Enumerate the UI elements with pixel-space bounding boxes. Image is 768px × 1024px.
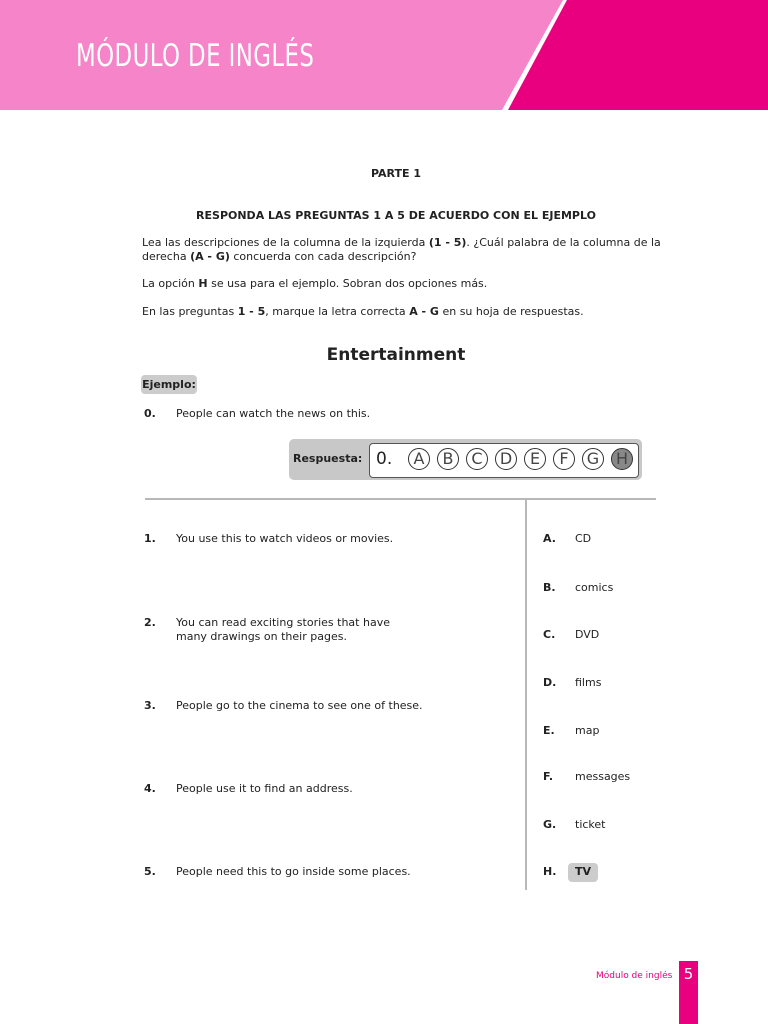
question-text: People go to the cinema to see one of these. xyxy=(176,699,423,712)
option-letter: D. xyxy=(543,676,557,689)
instructions-heading: RESPONDA LAS PREGUNTAS 1 A 5 DE ACUERDO CON EL EJEMPLO xyxy=(196,209,596,222)
answer-label: Respuesta: xyxy=(293,452,363,465)
option-letter: H. xyxy=(543,865,557,878)
part-title: PARTE 1 xyxy=(370,167,422,180)
option-letter: E. xyxy=(543,724,555,737)
horizontal-divider xyxy=(145,498,656,500)
option-word: TV xyxy=(575,865,592,878)
vertical-divider xyxy=(525,500,527,890)
question-text: People need this to go inside some places. xyxy=(176,865,411,878)
answer-bubble-g[interactable]: G xyxy=(582,448,604,470)
example-badge: Ejemplo: xyxy=(141,375,197,394)
option-letter: C. xyxy=(543,628,556,641)
option-word: ticket xyxy=(575,818,606,831)
footer-label: Módulo de inglés xyxy=(596,971,673,981)
answer-bubble-f[interactable]: F xyxy=(553,448,575,470)
page-number: 5 xyxy=(683,965,694,983)
option-letter: B. xyxy=(543,581,556,594)
option-word: CD xyxy=(575,532,592,545)
example-number: 0. xyxy=(144,407,156,420)
question-text: You can read exciting stories that have many drawings on their pages. xyxy=(176,616,390,643)
header-banner xyxy=(0,0,768,110)
question-text: You use this to watch videos or movies. xyxy=(176,532,394,545)
answer-bubble-a[interactable]: A xyxy=(408,448,430,470)
option-word: comics xyxy=(575,581,614,594)
option-letter: F. xyxy=(543,770,554,783)
question-number: 3. xyxy=(144,699,156,712)
module-title: MÓDULO DE INGLÉS xyxy=(76,38,315,74)
option-word: DVD xyxy=(575,628,600,641)
option-word: map xyxy=(575,724,600,737)
instructions-paragraph-1: Lea las descripciones de la columna de la izquierda (1 - 5). ¿Cuál palabra de la columna de la derecha (A - G) concuerda con cada descripción? xyxy=(142,236,661,263)
section-title: Entertainment xyxy=(326,345,466,365)
answer-bubble-c[interactable]: C xyxy=(466,448,488,470)
answer-bubble-b[interactable]: B xyxy=(437,448,459,470)
option-letter: G. xyxy=(543,818,557,831)
option-letter: A. xyxy=(543,532,556,545)
question-number: 4. xyxy=(144,782,156,795)
example-text: People can watch the news on this. xyxy=(176,407,371,420)
answer-number: 0. xyxy=(376,449,393,469)
answer-bubble-d[interactable]: D xyxy=(495,448,517,470)
option-word: films xyxy=(575,676,602,689)
question-number: 1. xyxy=(144,532,156,545)
answer-bubble-e[interactable]: E xyxy=(524,448,546,470)
answer-bubble-h[interactable]: H xyxy=(611,448,633,470)
option-word: messages xyxy=(575,770,631,783)
question-text: People use it to find an address. xyxy=(176,782,353,795)
question-number: 5. xyxy=(144,865,156,878)
question-number: 2. xyxy=(144,616,156,629)
instructions-paragraph-2: La opción H se usa para el ejemplo. Sobran dos opciones más. xyxy=(142,277,488,290)
instructions-paragraph-3: En las preguntas 1 - 5, marque la letra correcta A - G en su hoja de respuestas. xyxy=(142,305,584,318)
